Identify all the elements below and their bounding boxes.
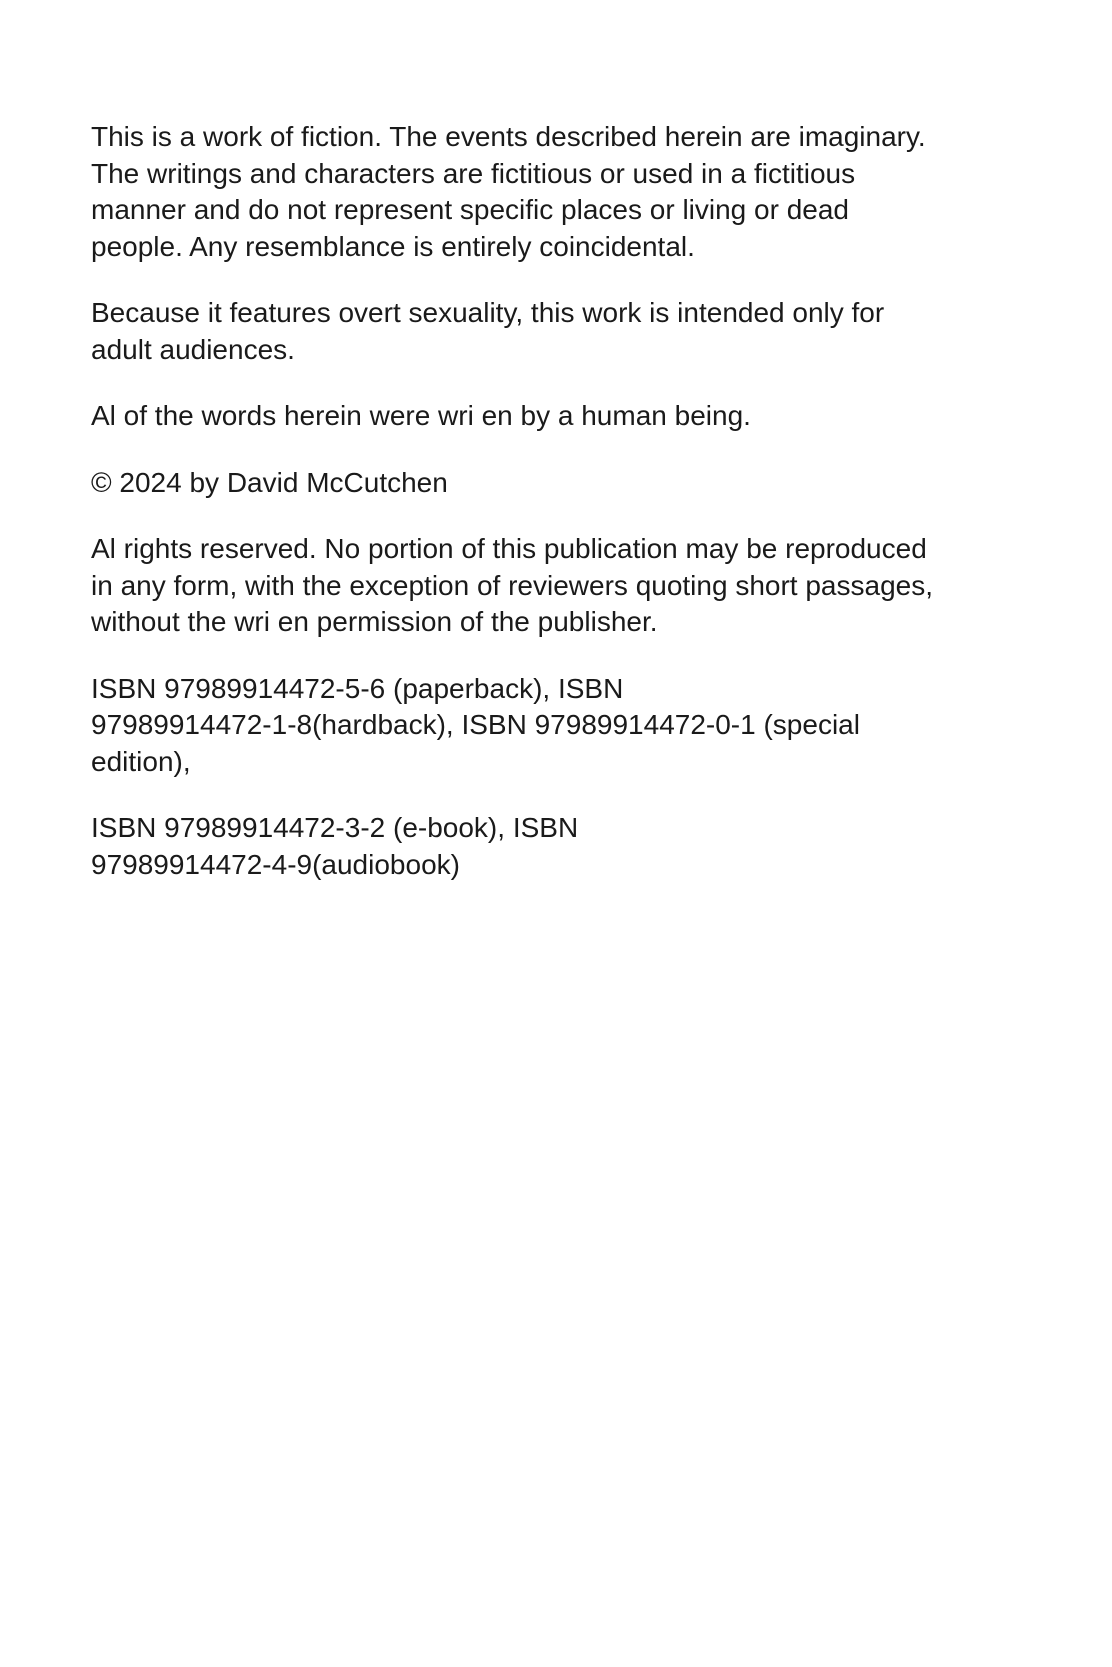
isbn-digital-paragraph: [91, 810, 1021, 883]
fiction-notice-paragraph: [91, 119, 1021, 265]
copyright-line: © 2024 by David McCutchen: [91, 466, 448, 498]
isbn-digital-line: ISBN 97989914472-3-2 (e-book), ISBN: [91, 812, 579, 843]
isbn-print-paragraph: [91, 671, 1021, 781]
rights-reserved-line: without the wri en permission of the publisher.: [91, 606, 658, 637]
fiction-notice-line: This is a work of fiction. The events described herein are imaginary.: [91, 121, 926, 152]
isbn-digital-line: 97989914472-4-9(audiobook): [91, 848, 460, 880]
copyright-text-block: [91, 119, 1021, 913]
human-authorship-paragraph: [91, 398, 1021, 435]
fiction-notice-line: people. Any resemblance is entirely coincidental.: [91, 230, 695, 262]
audience-notice-paragraph: [91, 295, 1021, 368]
fiction-notice-line: manner and do not represent specific places or living or dead: [91, 194, 849, 225]
fiction-notice-line: The writings and characters are fictitious or used in a fictitious: [91, 157, 856, 189]
human-authorship-line: Al of the words herein were wri en by a human being.: [91, 400, 751, 431]
audience-notice-line: Because it features overt sexuality, this work is intended only for: [91, 297, 885, 328]
rights-reserved-line: Al rights reserved. No portion of this publication may be reproduced: [91, 533, 927, 564]
rights-reserved-line: in any form, with the exception of reviewers quoting short passages,: [91, 569, 933, 601]
isbn-print-line: 97989914472-1-8(hardback), ISBN 97989914472-0-1 (special: [91, 709, 860, 740]
isbn-print-line: edition),: [91, 745, 191, 777]
rights-reserved-paragraph: [91, 531, 1021, 641]
isbn-print-line: ISBN 97989914472-5-6 (paperback), ISBN: [91, 672, 624, 704]
audience-notice-line: adult audiences.: [91, 333, 295, 365]
copyright-paragraph: [91, 465, 1021, 502]
